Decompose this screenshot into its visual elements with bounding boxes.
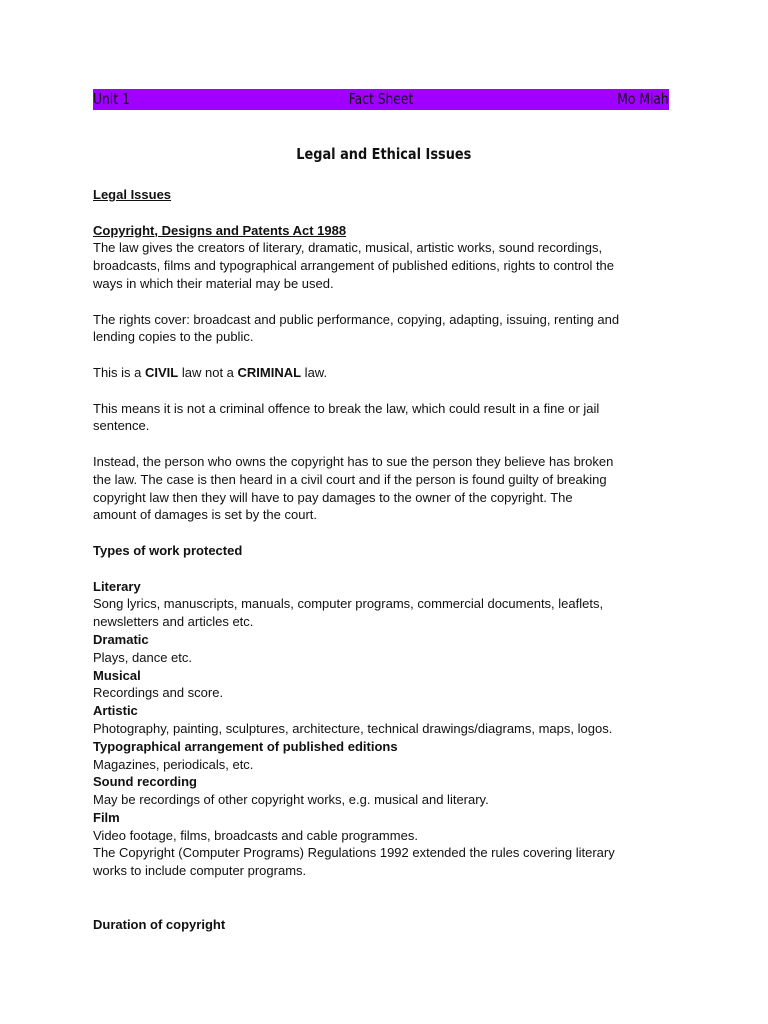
type-name: Artistic: [93, 703, 138, 719]
type-description: Magazines, periodicals, etc.: [93, 756, 254, 772]
types-heading: Types of work protected: [93, 542, 243, 558]
type-description: May be recordings of other copyright works, e.g. musical and literary.: [93, 792, 489, 808]
criminal-keyword: CRIMINAL: [237, 364, 302, 380]
duration-heading: Duration of copyright: [93, 916, 226, 932]
paragraph-line: copyright law then they will have to pay damages to the owner of the copyright. The: [93, 489, 573, 505]
civil-law-line: This is a CIVIL law not a CRIMINAL law.: [93, 364, 328, 380]
type-description: Plays, dance etc.: [93, 649, 192, 665]
type-name: Sound recording: [93, 774, 197, 790]
type-description: Video footage, films, broadcasts and cable programmes.: [93, 827, 418, 843]
document-body: [93, 186, 683, 933]
type-description: Photography, painting, sculptures, architecture, technical drawings/diagrams, maps, logos.: [93, 720, 613, 736]
paragraph-line: the law. The case is then heard in a civil court and if the person is found guilty of breaking: [93, 471, 607, 487]
type-description: works to include computer programs.: [93, 863, 307, 879]
type-name: Musical: [93, 667, 141, 683]
paragraph-line: The rights cover: broadcast and public performance, copying, adapting, issuing, renting and: [93, 311, 620, 327]
header-fact-sheet: Fact Sheet: [348, 90, 414, 108]
copyright-act-heading: Copyright, Designs and Patents Act 1988: [93, 222, 347, 238]
type-description: newsletters and articles etc.: [93, 614, 254, 630]
civil-keyword: CIVIL: [145, 364, 179, 380]
type-name: Film: [93, 809, 120, 825]
paragraph-line: ways in which their material may be used.: [93, 275, 334, 291]
page-title: Legal and Ethical Issues: [296, 145, 472, 163]
header-bar: [93, 89, 669, 110]
paragraph-line: sentence.: [93, 418, 150, 434]
paragraph-line: Instead, the person who owns the copyright has to sue the person they believe has broken: [93, 453, 614, 469]
type-description: The Copyright (Computer Programs) Regulations 1992 extended the rules covering literary: [93, 845, 615, 861]
paragraph-line: amount of damages is set by the court.: [93, 507, 318, 523]
type-name: Literary: [93, 578, 141, 594]
paragraph-line: The law gives the creators of literary, dramatic, musical, artistic works, sound recordings,: [93, 240, 603, 256]
paragraph-line: lending copies to the public.: [93, 329, 254, 345]
header-unit: Unit 1: [93, 90, 130, 108]
type-description: Recordings and score.: [93, 685, 224, 701]
type-name: Dramatic: [93, 631, 149, 647]
header-author: Mo Miah: [617, 90, 669, 108]
type-name: Typographical arrangement of published editions: [93, 738, 398, 754]
legal-issues-heading: Legal Issues: [93, 187, 172, 202]
type-description: Song lyrics, manuscripts, manuals, computer programs, commercial documents, leaflets,: [93, 596, 604, 612]
paragraph-line: broadcasts, films and typographical arrangement of published editions, rights to control the: [93, 258, 615, 274]
paragraph-line: This means it is not a criminal offence to break the law, which could result in a fine or jail: [93, 400, 600, 416]
